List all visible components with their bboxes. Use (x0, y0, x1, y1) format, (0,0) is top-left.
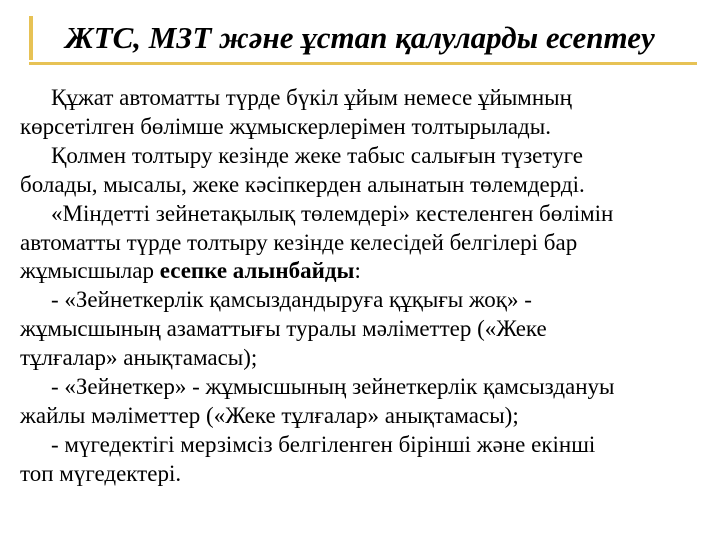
paragraph-line: топ мүгедектері. (20, 460, 182, 486)
paragraph-6 (20, 431, 714, 489)
paragraph-line-mixed (20, 257, 714, 286)
paragraph-line: болады, мысалы, жеке кәсіпкерден алынатын төлемдерді. (20, 171, 585, 197)
paragraph-line: жайлы мәліметтер («Жеке тұлғалар» анықтамасы); (20, 402, 519, 428)
decorative-horizontal-line (29, 62, 697, 65)
paragraph-line: - «Зейнеткер» - жұмысшының зейнеткерлік қамсыздануы (51, 374, 615, 400)
paragraph-2 (20, 142, 714, 200)
paragraph-4 (20, 286, 714, 373)
paragraph-line: Құжат автоматты түрде бүкіл ұйым немесе ұйымның (51, 85, 572, 110)
paragraph-line: - мүгедектігі мерзімсіз белгіленген бірінші және екінші (51, 431, 596, 457)
paragraph-line: Қолмен толтыру кезінде жеке табыс салығын түзетуге (51, 142, 583, 168)
slide-title: ЖТС, МЗТ және ұстап қалуларды есептеу (65, 20, 655, 55)
paragraph-5 (20, 373, 714, 431)
line-prefix: жұмысшылар (20, 258, 160, 284)
paragraph-line: «Міндетті зейнетақылық төлемдері» кестеленген бөлімін (51, 200, 614, 226)
paragraph-line: тұлғалар» анықтамасы); (20, 345, 258, 371)
paragraph-3 (20, 200, 714, 287)
slide-body (20, 84, 714, 489)
paragraph-line: - «Зейнеткерлік қамсыздандыруға құқығы жоқ» - (51, 287, 532, 313)
line-suffix: : (354, 258, 361, 284)
paragraph-line: автоматты түрде толтыру кезінде келесідей белгілері бар (20, 229, 578, 255)
emphasis-text: есепке алынбайды (159, 258, 355, 284)
paragraph-1 (20, 84, 714, 142)
paragraph-line: көрсетілген бөлімше жұмыскерлерімен толтырылады. (20, 113, 551, 139)
paragraph-line: жұмысшының азаматтығы туралы мәліметтер («Жеке (20, 316, 547, 342)
